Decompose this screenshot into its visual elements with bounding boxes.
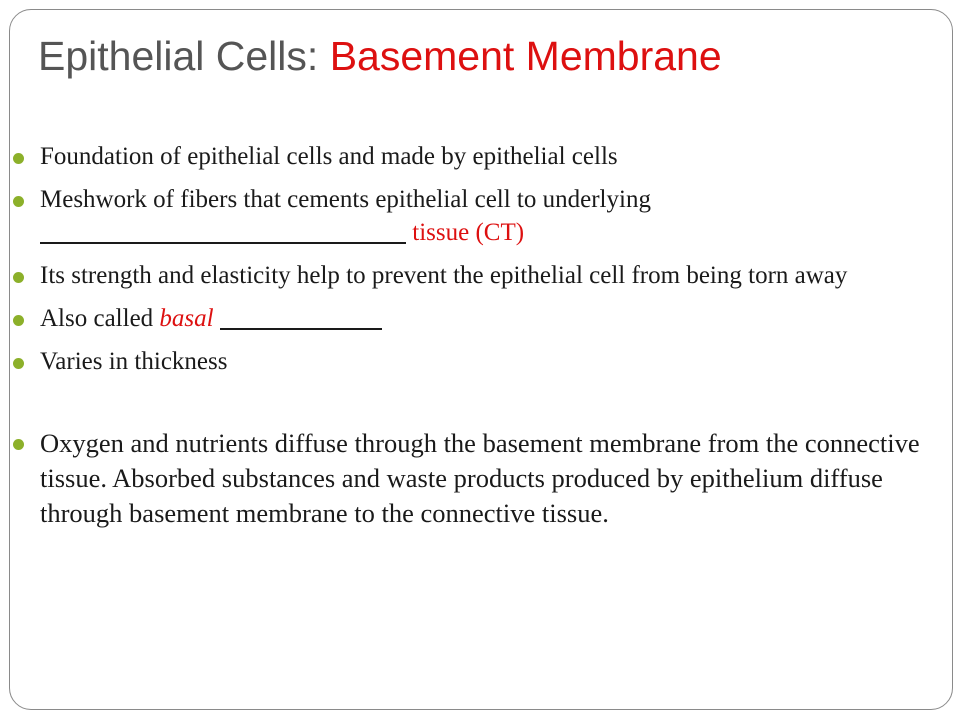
bullet-text: Oxygen and nutrients diffuse through the basement membrane from the connective tissue. Absorbed substances and waste products produced by epithelium diffuse through basement membrane to the connective tissue. (40, 428, 920, 528)
bullet-item (10, 259, 950, 292)
bullet-dot-icon (13, 196, 24, 207)
bullet-text: Foundation of epithelial cells and made by epithelial cells (40, 143, 618, 170)
bullet-text: Meshwork of fibers that cements epithelial cell to underlying (40, 186, 651, 213)
bullet-dot-icon (13, 439, 24, 450)
slide-title (38, 30, 722, 82)
bullet-dot-icon (13, 272, 24, 283)
bullet-item (10, 302, 950, 335)
bullet-red-text: tissue (CT) (412, 219, 525, 246)
title-highlight: Basement Membrane (329, 33, 722, 79)
fill-in-blank (40, 216, 406, 244)
bullet-text: Its strength and elasticity help to prevent the epithelial cell from being torn away (40, 262, 848, 289)
bullet-item (10, 345, 950, 378)
bullet-dot-icon (13, 153, 24, 164)
title-prefix: Epithelial Cells: (38, 33, 330, 79)
bullet-dot-icon (13, 358, 24, 369)
bullet-text: Varies in thickness (40, 348, 228, 375)
bullet-red-text: basal (159, 305, 214, 332)
bullet-item (10, 183, 950, 249)
bullet-dot-icon (13, 315, 24, 326)
bullet-item (10, 140, 950, 173)
bullet-item (10, 426, 950, 531)
bullet-list (10, 140, 950, 541)
slide (9, 9, 953, 710)
fill-in-blank (220, 302, 382, 330)
bullet-text: Also called (40, 305, 160, 332)
